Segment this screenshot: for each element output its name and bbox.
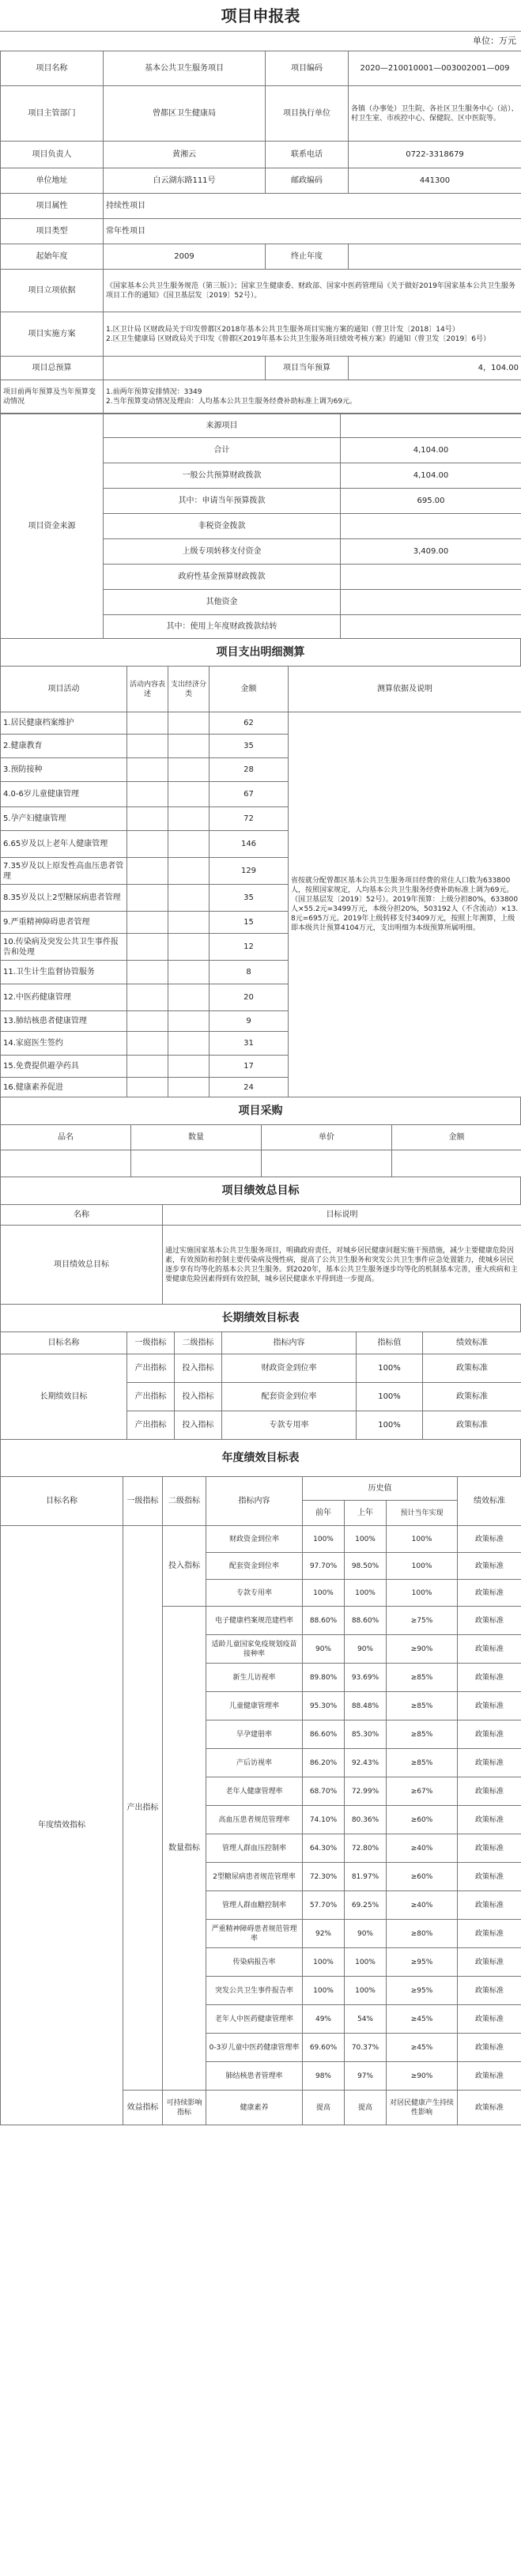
funding-value — [341, 590, 521, 615]
page-title: 项目申报表 — [0, 0, 521, 32]
annual-std: 政策标准 — [458, 2005, 521, 2034]
longterm-l3: 财政资金到位率 — [222, 1354, 357, 1383]
expense-activity: 6.65岁及以上老年人健康管理 — [1, 831, 127, 858]
annual-prev2: 74.10% — [303, 1806, 345, 1834]
longterm-std: 政策标准 — [423, 1411, 521, 1440]
annual-std: 政策标准 — [458, 1692, 521, 1720]
expense-row — [1, 712, 521, 735]
expense-activity: 15.免费提供避孕药具 — [1, 1056, 127, 1078]
annual-prev: 100% — [345, 1580, 387, 1607]
expense-content — [127, 961, 168, 984]
annual-prev: 54% — [345, 2005, 387, 2034]
type-label: 项目类型 — [1, 219, 104, 244]
cur-value: 4，104.00 — [349, 357, 521, 380]
annual-std: 政策标准 — [458, 2034, 521, 2062]
end-value — [349, 244, 521, 270]
exec-label: 项目执行单位 — [266, 86, 349, 142]
expense-activity: 2.健康教育 — [1, 735, 127, 758]
annual-exp: 100% — [387, 1553, 458, 1580]
annual-std: 政策标准 — [458, 1977, 521, 2005]
owner-label: 项目负责人 — [1, 142, 104, 168]
expense-amount: 24 — [210, 1078, 289, 1097]
annual-std: 政策标准 — [458, 1834, 521, 1863]
expense-header-class: 支出经济分类 — [168, 667, 210, 712]
funding-row: 政府性基金预算财政拨款 — [104, 565, 341, 590]
annual-header-l3: 指标内容 — [206, 1477, 303, 1526]
annual-prev2: 88.60% — [303, 1607, 345, 1635]
annual-header-std: 绩效标准 — [458, 1477, 521, 1526]
annual-std: 政策标准 — [458, 1891, 521, 1920]
exec-value: 各镇（办事处）卫生院、各社区卫生服务中心（站）、村卫生室、市疾控中心、保健院、区中医院等。 — [349, 86, 521, 142]
annual-l2: 数量指标 — [163, 1607, 206, 2091]
annual-exp: 100% — [387, 1580, 458, 1607]
longterm-header-val: 指标值 — [357, 1332, 423, 1354]
annual-l3: 专款专用率 — [206, 1580, 303, 1607]
expense-class — [168, 1032, 210, 1056]
expense-basis: 省按就分配曾都区基本公共卫生服务项目经费的常住人口数为633800人，按照国家规定，人均基本公共卫生服务经费补助标准上调为69元。（国卫基层发〔2019〕52号）。2019年预算：上级分担80%，633800人×55.2元=3499万元，本级分担20%，503192人（不含流动）×13.8元=695万元。2019年上级转移支付3409万元，按照上年测算，上级即本级共计预算4104万元，支出明细为本级预算所属明细。 — [289, 712, 521, 1097]
plan-value: 1.区卫计局 区财政局关于印发曾都区2018年基本公共卫生服务项目实施方案的通知（曾卫计发〔2018〕14号） 2.区卫生健康局 区财政局关于印发《曾都区2019年基本公共卫生服务项目绩效考核方案》的通知（曾卫发〔2019〕6号） — [104, 312, 521, 357]
attr-label: 项目属性 — [1, 194, 104, 219]
annual-prev2: 72.30% — [303, 1863, 345, 1891]
annual-std: 政策标准 — [458, 1806, 521, 1834]
phone-label: 联系电话 — [266, 142, 349, 168]
annual-header-goal: 目标名称 — [1, 1477, 123, 1526]
basis-value: 《国家基本公共卫生服务规范（第三版）》；国家卫生健康委、财政部、国家中医药管理局《关于做好2019年国家基本公共卫生服务项目工作的通知》（国卫基层发〔2019〕52号）。 — [104, 270, 521, 312]
expense-activity: 16.健康素养促进 — [1, 1078, 127, 1097]
annual-std: 政策标准 — [458, 1948, 521, 1977]
funding-row: 非税资金拨款 — [104, 514, 341, 539]
expense-header-basis: 测算依据及说明 — [289, 667, 521, 712]
longterm-l3: 专款专用率 — [222, 1411, 357, 1440]
expense-content — [127, 807, 168, 831]
funding-row: 其中：使用上年度财政拨款结转 — [104, 615, 341, 639]
expense-amount: 129 — [210, 858, 289, 885]
funding-row: 合计 — [104, 438, 341, 463]
annual-prev2: 97.70% — [303, 1553, 345, 1580]
addr-value: 白云湖东路111号 — [104, 168, 266, 194]
annual-exp: ≥67% — [387, 1777, 458, 1806]
dept-value: 曾都区卫生健康局 — [104, 86, 266, 142]
annual-prev: 100% — [345, 1948, 387, 1977]
expense-content — [127, 735, 168, 758]
longterm-l1: 产出指标 — [127, 1383, 175, 1411]
name-label: 项目名称 — [1, 51, 104, 86]
unit-label: 单位：万元 — [473, 36, 516, 46]
annual-eff-prev: 提高 — [345, 2091, 387, 2125]
expense-content — [127, 1011, 168, 1032]
expense-content — [127, 858, 168, 885]
annual-l3: 传染病报告率 — [206, 1948, 303, 1977]
annual-l3: 肺结核患者管理率 — [206, 2062, 303, 2091]
annual-l3: 电子健康档案规范建档率 — [206, 1607, 303, 1635]
annual-prev: 98.50% — [345, 1553, 387, 1580]
annual-prev2: 49% — [303, 2005, 345, 2034]
annual-std: 政策标准 — [458, 1553, 521, 1580]
annual-prev2: 57.70% — [303, 1891, 345, 1920]
expense-amount: 12 — [210, 934, 289, 961]
longterm-goal-name: 长期绩效目标 — [1, 1354, 127, 1440]
annual-header-hist: 历史值 — [303, 1477, 458, 1501]
annual-std: 政策标准 — [458, 1777, 521, 1806]
funding-row: 其他资金 — [104, 590, 341, 615]
annual-prev2: 100% — [303, 1948, 345, 1977]
funding-label: 项目资金来源 — [1, 414, 104, 639]
annual-exp: ≥40% — [387, 1891, 458, 1920]
expense-class — [168, 1056, 210, 1078]
annual-prev2: 98% — [303, 2062, 345, 2091]
annual-exp: ≥45% — [387, 2034, 458, 2062]
annual-exp: ≥85% — [387, 1692, 458, 1720]
expense-content — [127, 782, 168, 807]
annual-l3: 管理人群血压控制率 — [206, 1834, 303, 1863]
expense-class — [168, 735, 210, 758]
annual-exp: ≥80% — [387, 1920, 458, 1948]
longterm-l2: 投入指标 — [175, 1411, 222, 1440]
expense-class — [168, 984, 210, 1011]
annual-prev: 97% — [345, 2062, 387, 2091]
annual-prev2: 64.30% — [303, 1834, 345, 1863]
annual-l3: 配套资金到位率 — [206, 1553, 303, 1580]
longterm-val: 100% — [357, 1411, 423, 1440]
annual-prev: 72.99% — [345, 1777, 387, 1806]
annual-exp: ≥95% — [387, 1977, 458, 2005]
annual-std: 政策标准 — [458, 1749, 521, 1777]
start-label: 起始年度 — [1, 244, 104, 270]
longterm-l3: 配套资金到位率 — [222, 1383, 357, 1411]
cur-label: 项目当年预算 — [266, 357, 349, 380]
annual-prev2: 100% — [303, 1526, 345, 1553]
annual-l2: 投入指标 — [163, 1526, 206, 1607]
annual-prev: 90% — [345, 1635, 387, 1664]
expense-content — [127, 758, 168, 782]
annual-prev2: 95.30% — [303, 1692, 345, 1720]
annual-std: 政策标准 — [458, 1526, 521, 1553]
annual-header-prev2: 前年 — [303, 1501, 345, 1526]
longterm-l2: 投入指标 — [175, 1383, 222, 1411]
expense-content — [127, 1056, 168, 1078]
annual-eff-prev2: 提高 — [303, 2091, 345, 2125]
annual-prev: 70.37% — [345, 2034, 387, 2062]
code-value: 2020—210010001—003002001—009 — [349, 51, 521, 86]
expense-table — [0, 666, 521, 1097]
annual-header-l1: 一级指标 — [123, 1477, 163, 1526]
goal-desc: 通过实施国家基本公共卫生服务项目，明确政府责任，对城乡居民健康问题实施干预措施，减少主要健康危险因素，有效预防和控制主要传染病及慢性病，提高了公共卫生服务和突发公共卫生事件应急处置能力，使城乡居民逐步享有均等化的基本公共卫生服务。到2020年，基本公共卫生服务逐步均等化的机制基本完善，重大疾病和主要健康危险因素得到有效控制，城乡居民健康水平得到进一步提高。 — [163, 1226, 521, 1305]
funding-value — [341, 565, 521, 590]
basis-label: 项目立项依据 — [1, 270, 104, 312]
expense-class — [168, 858, 210, 885]
attr-value: 持续性项目 — [104, 194, 521, 219]
expense-amount: 62 — [210, 712, 289, 735]
longterm-table — [0, 1331, 521, 1440]
expense-amount: 8 — [210, 961, 289, 984]
expense-amount: 28 — [210, 758, 289, 782]
expense-activity: 10.传染病及突发公共卫生事件报告和处理 — [1, 934, 127, 961]
funding-row: 其中：申请当年预算拨款 — [104, 489, 341, 514]
longterm-header-std: 绩效标准 — [423, 1332, 521, 1354]
expense-activity: 14.家庭医生签约 — [1, 1032, 127, 1056]
funding-row: 上级专项转移支付资金 — [104, 539, 341, 565]
annual-prev2: 68.70% — [303, 1777, 345, 1806]
longterm-val: 100% — [357, 1383, 423, 1411]
purchase-header-qty: 数量 — [131, 1125, 262, 1150]
expense-content — [127, 712, 168, 735]
expense-amount: 9 — [210, 1011, 289, 1032]
annual-std: 政策标准 — [458, 1580, 521, 1607]
purchase-table — [0, 1124, 521, 1177]
expense-class — [168, 1078, 210, 1097]
annual-l3: 老年人健康管理率 — [206, 1777, 303, 1806]
annual-prev2: 90% — [303, 1635, 345, 1664]
annual-std: 政策标准 — [458, 1863, 521, 1891]
annual-prev2: 92% — [303, 1920, 345, 1948]
annual-prev: 100% — [345, 1977, 387, 2005]
annual-prev: 100% — [345, 1526, 387, 1553]
annual-l3: 老年人中医药健康管理率 — [206, 2005, 303, 2034]
annual-eff-exp: 对居民健康产生持续性影响 — [387, 2091, 458, 2125]
expense-content — [127, 1078, 168, 1097]
annual-l3: 儿童健康管理率 — [206, 1692, 303, 1720]
zip-label: 邮政编码 — [266, 168, 349, 194]
annual-std: 政策标准 — [458, 2062, 521, 2091]
annual-header-prev: 上年 — [345, 1501, 387, 1526]
expense-header-amount: 金额 — [210, 667, 289, 712]
annual-exp: ≥60% — [387, 1806, 458, 1834]
annual-std: 政策标准 — [458, 1607, 521, 1635]
annual-std: 政策标准 — [458, 1664, 521, 1692]
funding-value: 3,409.00 — [341, 539, 521, 565]
expense-content — [127, 912, 168, 934]
goal-section-title: 项目绩效总目标 — [0, 1177, 521, 1204]
annual-l3: 2型糖尿病患者规范管理率 — [206, 1863, 303, 1891]
annual-l3: 产后访视率 — [206, 1749, 303, 1777]
annual-eff-l3: 健康素养 — [206, 2091, 303, 2125]
longterm-header-l1: 一级指标 — [127, 1332, 175, 1354]
expense-amount: 20 — [210, 984, 289, 1011]
expense-content — [127, 1032, 168, 1056]
purchase-header-price: 单价 — [262, 1125, 392, 1150]
annual-prev2: 86.20% — [303, 1749, 345, 1777]
annual-prev: 93.69% — [345, 1664, 387, 1692]
longterm-header-l2: 二级指标 — [175, 1332, 222, 1354]
expense-activity: 7.35岁及以上原发性高血压患者管理 — [1, 858, 127, 885]
annual-std: 政策标准 — [458, 1635, 521, 1664]
annual-exp: ≥90% — [387, 1635, 458, 1664]
expense-content — [127, 934, 168, 961]
goal-header-desc: 目标说明 — [163, 1205, 521, 1226]
expense-class — [168, 885, 210, 912]
annual-l3: 突发公共卫生事件报告率 — [206, 1977, 303, 2005]
annual-exp: 100% — [387, 1526, 458, 1553]
total-value — [104, 357, 266, 380]
annual-exp: ≥85% — [387, 1664, 458, 1692]
expense-amount: 72 — [210, 807, 289, 831]
annual-goal-name: 年度绩效指标 — [1, 1526, 123, 2125]
zip-value: 441300 — [349, 168, 521, 194]
funding-value: 4,104.00 — [341, 463, 521, 489]
expense-amount: 17 — [210, 1056, 289, 1078]
goal-name: 项目绩效总目标 — [1, 1226, 163, 1305]
expense-activity: 13.肺结核患者健康管理 — [1, 1011, 127, 1032]
annual-exp: ≥45% — [387, 2005, 458, 2034]
annual-prev2: 89.80% — [303, 1664, 345, 1692]
longterm-val: 100% — [357, 1354, 423, 1383]
expense-activity: 5.孕产妇健康管理 — [1, 807, 127, 831]
annual-prev2: 69.60% — [303, 2034, 345, 2062]
annual-exp: ≥60% — [387, 1863, 458, 1891]
annual-l3: 0-3岁儿童中医药健康管理率 — [206, 2034, 303, 2062]
expense-amount: 31 — [210, 1032, 289, 1056]
funding-row: 一般公共预算财政拨款 — [104, 463, 341, 489]
annual-eff-l1: 效益指标 — [123, 2091, 163, 2125]
name-value: 基本公共卫生服务项目 — [104, 51, 266, 86]
expense-class — [168, 712, 210, 735]
expense-activity: 1.居民健康档案维护 — [1, 712, 127, 735]
expense-content — [127, 885, 168, 912]
expense-activity: 3.预防接种 — [1, 758, 127, 782]
longterm-l1: 产出指标 — [127, 1354, 175, 1383]
change-value: 1.前两年预算安排情况：3349 2.当年预算变动情况及理由：人均基本公共卫生服务经费补助标准上调为69元。 — [104, 380, 521, 414]
expense-header-activity: 项目活动 — [1, 667, 127, 712]
expense-amount: 35 — [210, 735, 289, 758]
annual-prev2: 100% — [303, 1580, 345, 1607]
addr-label: 单位地址 — [1, 168, 104, 194]
annual-prev: 80.36% — [345, 1806, 387, 1834]
annual-prev: 85.30% — [345, 1720, 387, 1749]
annual-exp: ≥85% — [387, 1720, 458, 1749]
annual-header-l2: 二级指标 — [163, 1477, 206, 1526]
funding-value: 4,104.00 — [341, 438, 521, 463]
goal-table — [0, 1204, 521, 1305]
expense-class — [168, 758, 210, 782]
expense-class — [168, 961, 210, 984]
owner-value: 黄湘云 — [104, 142, 266, 168]
expense-class — [168, 912, 210, 934]
annual-header-exp: 预计当年实现 — [387, 1501, 458, 1526]
annual-l3: 严重精神障碍患者规范管理率 — [206, 1920, 303, 1948]
goal-header-name: 名称 — [1, 1205, 163, 1226]
funding-value — [341, 615, 521, 639]
annual-exp: ≥40% — [387, 1834, 458, 1863]
funding-value — [341, 514, 521, 539]
expense-content — [127, 831, 168, 858]
longterm-std: 政策标准 — [423, 1383, 521, 1411]
annual-exp: ≥75% — [387, 1607, 458, 1635]
expense-amount: 146 — [210, 831, 289, 858]
funding-source-header: 来源项目 — [104, 414, 341, 438]
longterm-l1: 产出指标 — [127, 1411, 175, 1440]
annual-prev: 81.97% — [345, 1863, 387, 1891]
expense-header-content: 活动内容表述 — [127, 667, 168, 712]
phone-value: 0722-3318679 — [349, 142, 521, 168]
annual-prev: 88.60% — [345, 1607, 387, 1635]
annual-l3: 新生儿访视率 — [206, 1664, 303, 1692]
annual-row — [1, 1526, 521, 1553]
annual-eff-l2: 可持续影响指标 — [163, 2091, 206, 2125]
longterm-l2: 投入指标 — [175, 1354, 222, 1383]
annual-prev: 88.48% — [345, 1692, 387, 1720]
funding-value: 695.00 — [341, 489, 521, 514]
annual-prev2: 100% — [303, 1977, 345, 2005]
annual-l1: 产出指标 — [123, 1526, 163, 2091]
longterm-header-goal: 目标名称 — [1, 1332, 127, 1354]
expense-activity: 11.卫生计生监督协管服务 — [1, 961, 127, 984]
expense-activity: 8.35岁及以上2型糖尿病患者管理 — [1, 885, 127, 912]
expense-activity: 12.中医药健康管理 — [1, 984, 127, 1011]
total-label: 项目总预算 — [1, 357, 104, 380]
expense-section-title: 项目支出明细测算 — [0, 639, 521, 666]
expense-amount: 35 — [210, 885, 289, 912]
purchase-header-name: 品名 — [1, 1125, 131, 1150]
annual-prev: 90% — [345, 1920, 387, 1948]
longterm-section-title: 长期绩效目标表 — [0, 1305, 521, 1331]
start-value: 2009 — [104, 244, 266, 270]
plan-label: 项目实施方案 — [1, 312, 104, 357]
code-label: 项目编码 — [266, 51, 349, 86]
annual-exp: ≥95% — [387, 1948, 458, 1977]
expense-activity: 4.0-6岁儿童健康管理 — [1, 782, 127, 807]
project-info-table — [0, 51, 521, 414]
change-label: 项目前两年预算及当年预算变动情况 — [1, 380, 104, 414]
dept-label: 项目主管部门 — [1, 86, 104, 142]
type-value: 常年性项目 — [104, 219, 521, 244]
expense-class — [168, 831, 210, 858]
annual-l3: 适龄儿童国家免疫规划疫苗接种率 — [206, 1635, 303, 1664]
annual-eff-std: 政策标准 — [458, 2091, 521, 2125]
expense-amount: 67 — [210, 782, 289, 807]
expense-class — [168, 934, 210, 961]
annual-prev: 69.25% — [345, 1891, 387, 1920]
annual-l3: 高血压患者规范管理率 — [206, 1806, 303, 1834]
purchase-section-title: 项目采购 — [0, 1097, 521, 1124]
purchase-header-amount: 金额 — [392, 1125, 521, 1150]
funding-amount-header — [341, 414, 521, 438]
annual-l3: 财政资金到位率 — [206, 1526, 303, 1553]
annual-prev: 72.80% — [345, 1834, 387, 1863]
end-label: 终止年度 — [266, 244, 349, 270]
expense-activity: 9.严重精神障碍患者管理 — [1, 912, 127, 934]
annual-l3: 早孕建册率 — [206, 1720, 303, 1749]
expense-class — [168, 1011, 210, 1032]
annual-prev2: 86.60% — [303, 1720, 345, 1749]
longterm-header-l3: 指标内容 — [222, 1332, 357, 1354]
longterm-std: 政策标准 — [423, 1354, 521, 1383]
annual-exp: ≥85% — [387, 1749, 458, 1777]
funding-table — [0, 414, 521, 639]
annual-std: 政策标准 — [458, 1920, 521, 1948]
annual-table — [0, 1476, 521, 2125]
expense-amount: 15 — [210, 912, 289, 934]
expense-content — [127, 984, 168, 1011]
annual-std: 政策标准 — [458, 1720, 521, 1749]
expense-class — [168, 807, 210, 831]
annual-section-title: 年度绩效目标表 — [0, 1440, 521, 1476]
annual-l3: 管理人群血糖控制率 — [206, 1891, 303, 1920]
annual-exp: ≥90% — [387, 2062, 458, 2091]
expense-class — [168, 782, 210, 807]
annual-prev: 92.43% — [345, 1749, 387, 1777]
